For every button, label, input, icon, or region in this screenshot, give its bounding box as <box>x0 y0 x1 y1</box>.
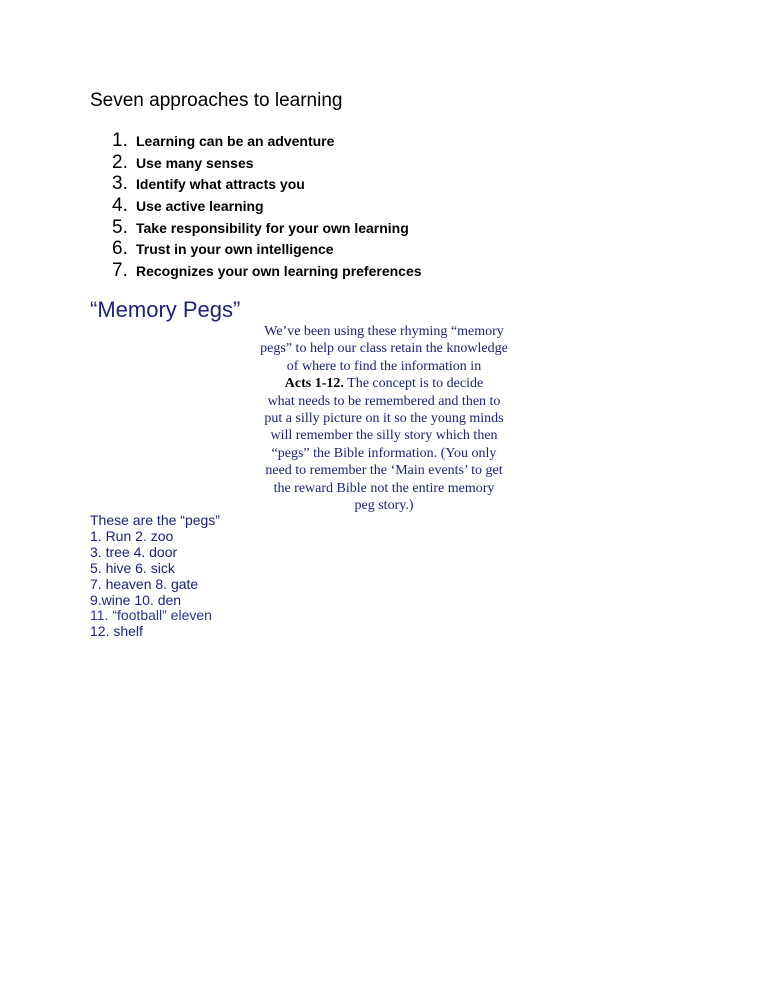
list-text: Identify what attracts you <box>136 176 305 193</box>
desc-line-rest: The concept is to decide <box>343 376 484 392</box>
desc-line: pegs” to help our class retain the knowledge <box>260 341 508 357</box>
list-text: Learning can be an adventure <box>136 133 335 149</box>
pegs-intro: These are the “pegs” <box>90 512 220 528</box>
desc-line: “pegs” the Bible information. (You only <box>271 445 497 461</box>
desc-line: peg story.) <box>354 498 414 514</box>
peg-line: 12. shelf <box>90 623 143 640</box>
desc-line: will remember the silly story which then <box>270 428 498 444</box>
peg-line: 7. heaven 8. gate <box>90 575 199 592</box>
list-item <box>112 173 422 195</box>
list-text: Use many senses <box>136 154 254 171</box>
desc-line: We’ve been using these rhyming “memory <box>264 324 504 339</box>
desc-line <box>244 375 524 392</box>
list-number: 1. <box>112 130 128 151</box>
peg-line: 5. hive 6. sick <box>90 559 175 576</box>
desc-line: need to remember the ‘Main events’ to get <box>265 463 503 479</box>
peg-line: 3. tree 4. door <box>90 543 178 560</box>
list-text: Use active learning <box>136 198 264 215</box>
peg-line: 9.wine 10. den <box>90 591 182 608</box>
list-number: 7. <box>112 260 128 282</box>
approaches-list <box>112 130 422 282</box>
list-number: 5. <box>112 216 128 238</box>
list-number: 2. <box>112 151 128 173</box>
list-item <box>112 217 422 239</box>
list-item <box>112 130 422 152</box>
list-number: 3. <box>112 173 128 195</box>
desc-line: of where to find the information in <box>286 358 482 374</box>
list-item <box>112 260 422 282</box>
memory-pegs-description <box>244 323 524 514</box>
list-number: 4. <box>112 195 128 217</box>
list-text: Trust in your own intelligence <box>136 241 334 258</box>
page-title: Seven approaches to learning <box>90 90 343 111</box>
list-item <box>112 152 422 174</box>
desc-line: what needs to be remembered and then to <box>267 393 501 409</box>
desc-line: the reward Bible not the entire memory <box>273 480 495 496</box>
desc-line: put a silly picture on it so the young minds <box>264 411 504 427</box>
list-number: 6. <box>112 238 128 260</box>
memory-pegs-title: “Memory Pegs” <box>90 297 241 322</box>
list-item <box>112 238 422 260</box>
list-item <box>112 195 422 217</box>
peg-line: 1. Run 2. zoo <box>90 527 174 544</box>
list-text: Take responsibility for your own learning <box>136 219 409 236</box>
pegs-list <box>90 513 220 640</box>
acts-reference: Acts 1-12. <box>284 376 344 392</box>
peg-line: 11. “football” eleven <box>90 607 212 624</box>
list-text: Recognizes your own learning preferences <box>136 263 422 280</box>
